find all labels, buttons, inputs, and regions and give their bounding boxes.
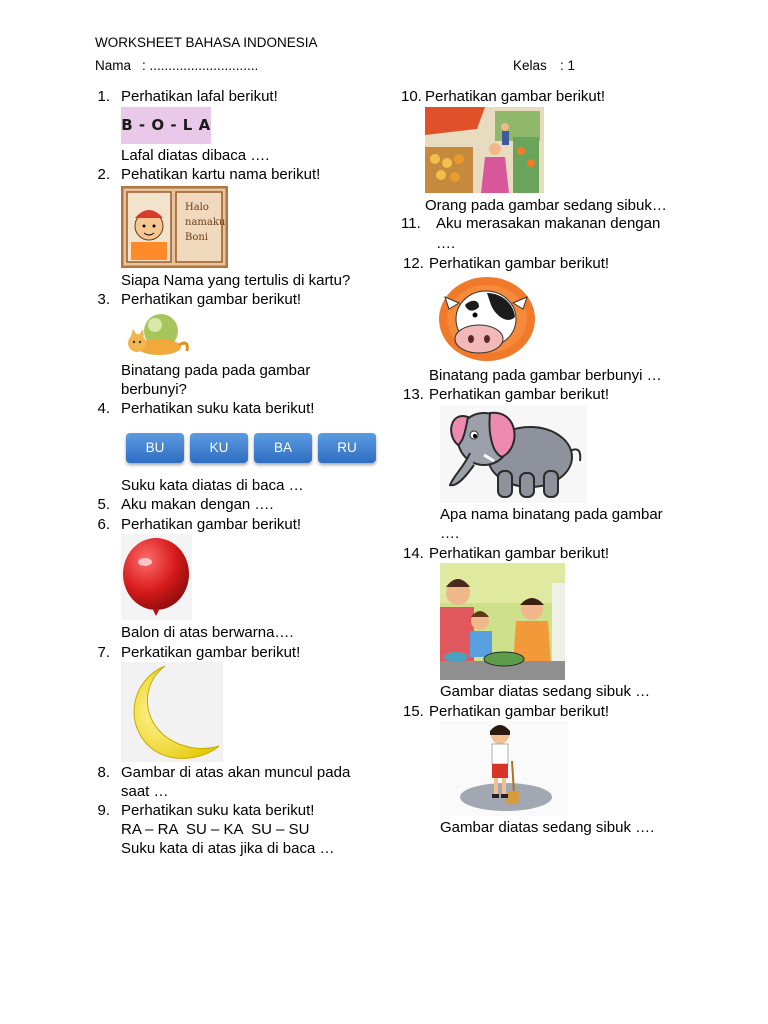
card-line-2: namaku bbox=[185, 217, 226, 228]
q11-prompt-1: Aku merasakan makanan dengan bbox=[436, 215, 661, 232]
card-line-1: Halo bbox=[185, 202, 209, 213]
q8-prompt-1: Gambar di atas akan muncul pada bbox=[121, 764, 351, 781]
syllable-card-bu: BU bbox=[126, 433, 184, 463]
worksheet-title: WORKSHEET BAHASA INDONESIA bbox=[95, 35, 318, 50]
q13-follow-2: …. bbox=[440, 525, 460, 542]
crescent-moon-image bbox=[121, 662, 223, 762]
q2-number: 2. bbox=[97, 166, 110, 183]
q3-follow-2: berbunyi? bbox=[121, 381, 187, 398]
q13-prompt: Perhatikan gambar berikut! bbox=[429, 386, 610, 403]
q5-prompt: Aku makan dengan …. bbox=[121, 496, 274, 513]
kelas-value: : 1 bbox=[560, 58, 576, 73]
q6-number: 6. bbox=[97, 516, 110, 533]
family-cooking-image bbox=[440, 563, 565, 680]
q1-prompt: Perhatikan lafal berikut! bbox=[121, 88, 278, 105]
q9-number: 9. bbox=[97, 802, 110, 819]
q12-number: 12. bbox=[403, 255, 424, 272]
q10-follow: Orang pada gambar sedang sibuk… bbox=[425, 197, 667, 214]
q13-follow-1: Apa nama binatang pada gambar bbox=[440, 506, 663, 523]
girl-sweeping-image bbox=[440, 721, 568, 816]
q3-prompt: Perhatikan gambar berikut! bbox=[121, 291, 302, 308]
q3-number: 3. bbox=[97, 291, 110, 308]
q14-follow: Gambar diatas sedang sibuk … bbox=[440, 683, 651, 700]
q3-follow-1: Binatang pada pada gambar bbox=[121, 362, 311, 379]
q7-number: 7. bbox=[97, 644, 110, 661]
red-balloon-image bbox=[121, 534, 192, 620]
q15-prompt: Perhatikan gambar berikut! bbox=[429, 703, 610, 720]
q14-number: 14. bbox=[403, 545, 424, 562]
name-card-image bbox=[121, 186, 228, 268]
q15-number: 15. bbox=[403, 703, 424, 720]
card-line-3: Boni bbox=[185, 232, 209, 243]
syllable-card-ba: BA bbox=[254, 433, 312, 463]
q13-number: 13. bbox=[403, 386, 424, 403]
q2-prompt: Pehatikan kartu nama berikut! bbox=[121, 166, 321, 183]
q4-prompt: Perhatikan suku kata berikut! bbox=[121, 400, 315, 417]
cow-image bbox=[435, 275, 536, 362]
q12-prompt: Perhatikan gambar berikut! bbox=[429, 255, 610, 272]
q15-follow: Gambar diatas sedang sibuk …. bbox=[440, 819, 655, 836]
syllable-card-ku: KU bbox=[190, 433, 248, 463]
syllable-card-ru: RU bbox=[318, 433, 376, 463]
q8-number: 8. bbox=[97, 764, 110, 781]
q6-follow: Balon di atas berwarna…. bbox=[121, 624, 294, 641]
q1-number: 1. bbox=[97, 88, 110, 105]
q11-number: 11. bbox=[401, 215, 421, 232]
cat-illustration bbox=[121, 309, 191, 359]
q2-follow: Siapa Nama yang tertulis di kartu? bbox=[121, 272, 351, 289]
q7-prompt: Perkatikan gambar berikut! bbox=[121, 644, 301, 661]
q9-follow: Suku kata di atas jika di baca … bbox=[121, 840, 335, 857]
q6-prompt: Perhatikan gambar berikut! bbox=[121, 516, 302, 533]
q14-prompt: Perhatikan gambar berikut! bbox=[429, 545, 610, 562]
bola-word-text: B - O - L A bbox=[121, 116, 211, 134]
q10-prompt: Perhatikan gambar berikut! bbox=[425, 88, 606, 105]
q8-prompt-2: saat … bbox=[121, 783, 169, 800]
nama-field[interactable]: : ............................. bbox=[142, 58, 259, 73]
market-scene-image bbox=[425, 107, 544, 193]
kelas-label: Kelas bbox=[513, 58, 547, 73]
bola-word-image bbox=[121, 107, 211, 144]
q5-number: 5. bbox=[97, 496, 110, 513]
elephant-image bbox=[440, 405, 587, 503]
q9-syllable-line: RA – RA SU – KA SU – SU bbox=[121, 821, 310, 838]
q1-follow: Lafal diatas dibaca …. bbox=[121, 147, 270, 164]
q10-number: 10. bbox=[401, 88, 422, 105]
q4-follow: Suku kata diatas di baca … bbox=[121, 477, 304, 494]
q9-prompt: Perhatikan suku kata berikut! bbox=[121, 802, 315, 819]
nama-label: Nama bbox=[95, 58, 132, 73]
q12-follow: Binatang pada gambar berbunyi … bbox=[429, 367, 662, 384]
q11-prompt-2: …. bbox=[436, 235, 456, 252]
q4-number: 4. bbox=[97, 400, 110, 417]
